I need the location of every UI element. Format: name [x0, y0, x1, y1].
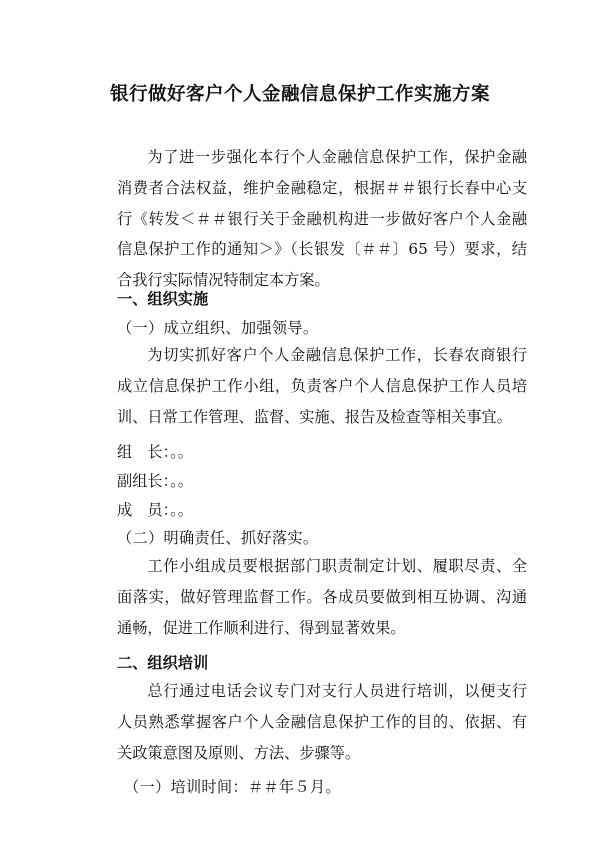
member-deputy: 副组长：。。	[117, 472, 193, 490]
member-members: 成 员：。。	[117, 501, 193, 519]
section-1-sub-1: （一）成立组织、加强领导。	[117, 319, 319, 337]
section-2-body: 总行通过电话会议专门对支行人员进行培训，以便支行人员熟悉掌握客户个人金融信息保护工作的目的、依据、有关政策意图及原则、方法、步骤等。	[117, 682, 527, 762]
section-1-heading: 一、组织实施	[117, 290, 209, 308]
section-1-sub-2: （二）明确责任、抓好落实。	[117, 529, 319, 547]
section-1-sub-1-body: 为切实抓好客户个人金融信息保护工作，长春农商银行成立信息保护工作小组，负责客户个人信息保护工作人员培训、日常工作管理、监督、实施、报告及检查等相关事宜。	[117, 346, 527, 426]
document-title: 银行做好客户个人金融信息保护工作实施方案	[109, 84, 490, 105]
section-2-sub-1: （一）培训时间：＃＃年５月。	[124, 778, 341, 796]
section-2-heading: 二、组织培训	[117, 654, 209, 672]
section-1-sub-2-body: 工作小组成员要根据部门职责制定计划、履职尽责、全面落实，做好管理监督工作。各成员要做到相互协调、沟通通畅，促进工作顺利进行、得到显著效果。	[117, 557, 527, 637]
member-leader: 组 长：。。	[117, 443, 193, 461]
intro-paragraph: 为了进一步强化本行个人金融信息保护工作，保护金融消费者合法权益，维护金融稳定，根据＃＃银行长春中心支行《转发＜＃＃银行关于金融机构进一步做好客户个人金融信息保护工作的通知＞》（长银发〔＃＃〕65 号）要求，结合我行实际情况特制定本方案。	[117, 148, 527, 290]
